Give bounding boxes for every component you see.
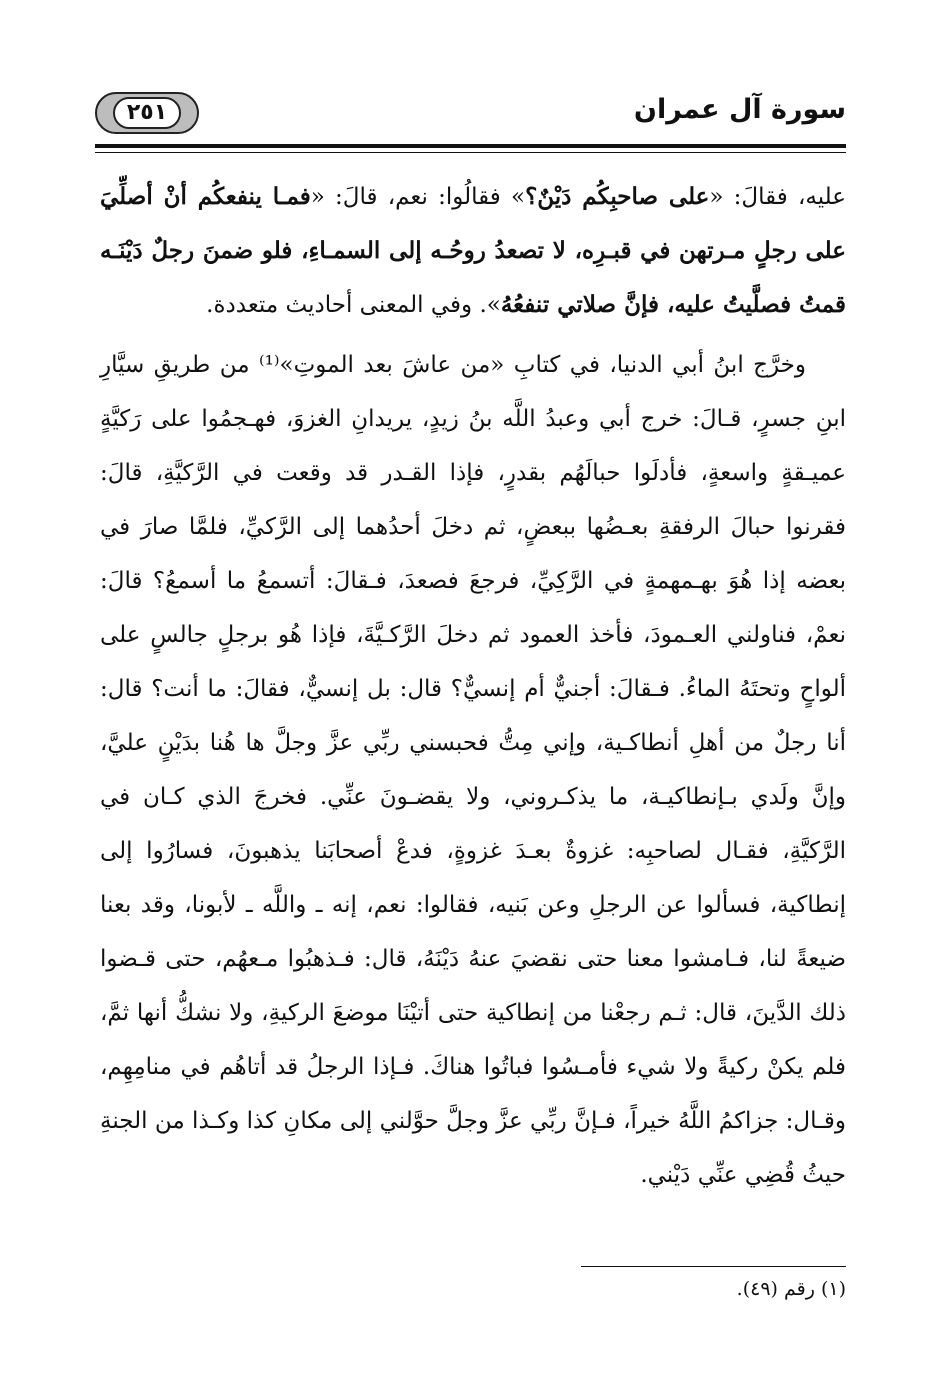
paragraph-1: [100, 170, 846, 332]
page-number: ٢٥١: [113, 97, 181, 129]
main-text: [100, 170, 846, 1202]
paragraph-2: وخرَّج ابنُ أبي الدنيا، في كتابِ «من عاشَ بعد الموتِ»⁽¹⁾ من طريقِ سيَّارِ ابنِ جسرٍ، قـالَ: خرج أبي وعبدُ اللَّه بنُ زيدٍ، يريدانِ الغزوَ، فهـجمُوا على رَكيَّةٍ عميـقةٍ واسعةٍ، فأدلَوا حبالَهُم بقدرٍ، فإذا القـدر قد وقعت في الرَّكيَّةِ، قالَ: فقرنوا حبالَ الرفقةِ بعـضُها ببعضٍ، ثم دخلَ أحدُهما إلى الرَّكيِّ، فلمَّا صارَ في بعضه إذا هُوَ بهـمهمةٍ في الرَّكِيِّ، فرجعَ فصعدَ، فـقالَ: أتسمعُ ما أسمعُ؟ قالَ: نعمْ، فناولني العـمودَ، فأخذ العمود ثم دخلَ الرَّكـيَّةَ، فإذا هُو برجلٍ جالسٍ على ألواحٍ وتحتَهُ الماءُ. فـقالَ: أجنيٌّ أم إنسيٌّ؟ قال: بل إنسيٌّ، فقالَ: ما أنت؟ قال: أنا رجلٌ من أهلِ أنطاكـية، وإني مِتُّ فحبسني ربِّي عزَّ وجلَّ ها هُنا بدَيْنٍ عليَّ، وإنَّ ولَدي بـإنطاكيـة، ما يذكـروني، ولا يقضـونَ عنِّي. فخرجَ الذي كـان في الرَّكيَّةِ، فقـال لصاحبِه: غزوةٌ بعـدَ غزوةٍ، فدعْ أصحابَنا يذهبونَ، فسارُوا إلى إنطاكية، فسألوا عن الرجلِ وعن بَنيه، فقالوا: نعم، إنه ـ واللَّه ـ لأبونا، وقد بعنا ضيعةً لنا، فـامشوا معنا حتى نقضيَ عنهُ دَيْنَهُ، قال: فـذهبُوا مـعهُم، حتى قـضوا ذلك الدَّينَ، قال: ثـم رجعْنا من إنطاكية حتى أتيْنَا موضعَ الركيةِ، ولا نشكُّ أنها ثمَّ، فلم يكنْ ركيةً ولا شيء فأمـسُوا فباتُوا هناكَ. فـإذا الرجلُ قد أتاهُم في منامِهِم، وقـال: جزاكمُ اللَّهُ خيراً، فـإنَّ ربِّي عزَّ وجلَّ حوَّلني إلى مكانِ كذا وكـذا من الجنةِ حيثُ قُضِي عنِّي دَيْني.: [100, 352, 846, 1188]
hadith-quote-1: على صاحبِكُم دَيْنٌ؟: [525, 183, 710, 210]
paragraph-1-part-1: عليه، فقالَ: «: [709, 184, 847, 210]
header-rule-thin: [95, 152, 846, 153]
footnote-separator: [581, 1266, 846, 1267]
page-number-badge: [95, 92, 199, 134]
hadith-quote-2: فمـا ينفعكُم أنْ أصلِّيَ على رجلٍ مـرتهن في قبـرِه، لا تصعدُ روحُـه إلى السمـاءِ، فلو ضمنَ رجلٌ دَيْنَـه قمتُ فصلَّيتُ عليه، فإنَّ صلاتي تنفعُهُ: [100, 183, 846, 318]
paragraph-1-part-3: » فقالُوا: نعم، قالَ: «: [310, 184, 526, 210]
surah-title: سورة آل عمران: [633, 94, 846, 125]
header-rule-thick: [95, 144, 846, 148]
page-header: [95, 92, 846, 142]
footnote: (١) رقم (٤٩).: [736, 1278, 846, 1300]
paragraph-1-part-5: ». وفي المعنى أحاديث متعددة.: [206, 292, 501, 318]
